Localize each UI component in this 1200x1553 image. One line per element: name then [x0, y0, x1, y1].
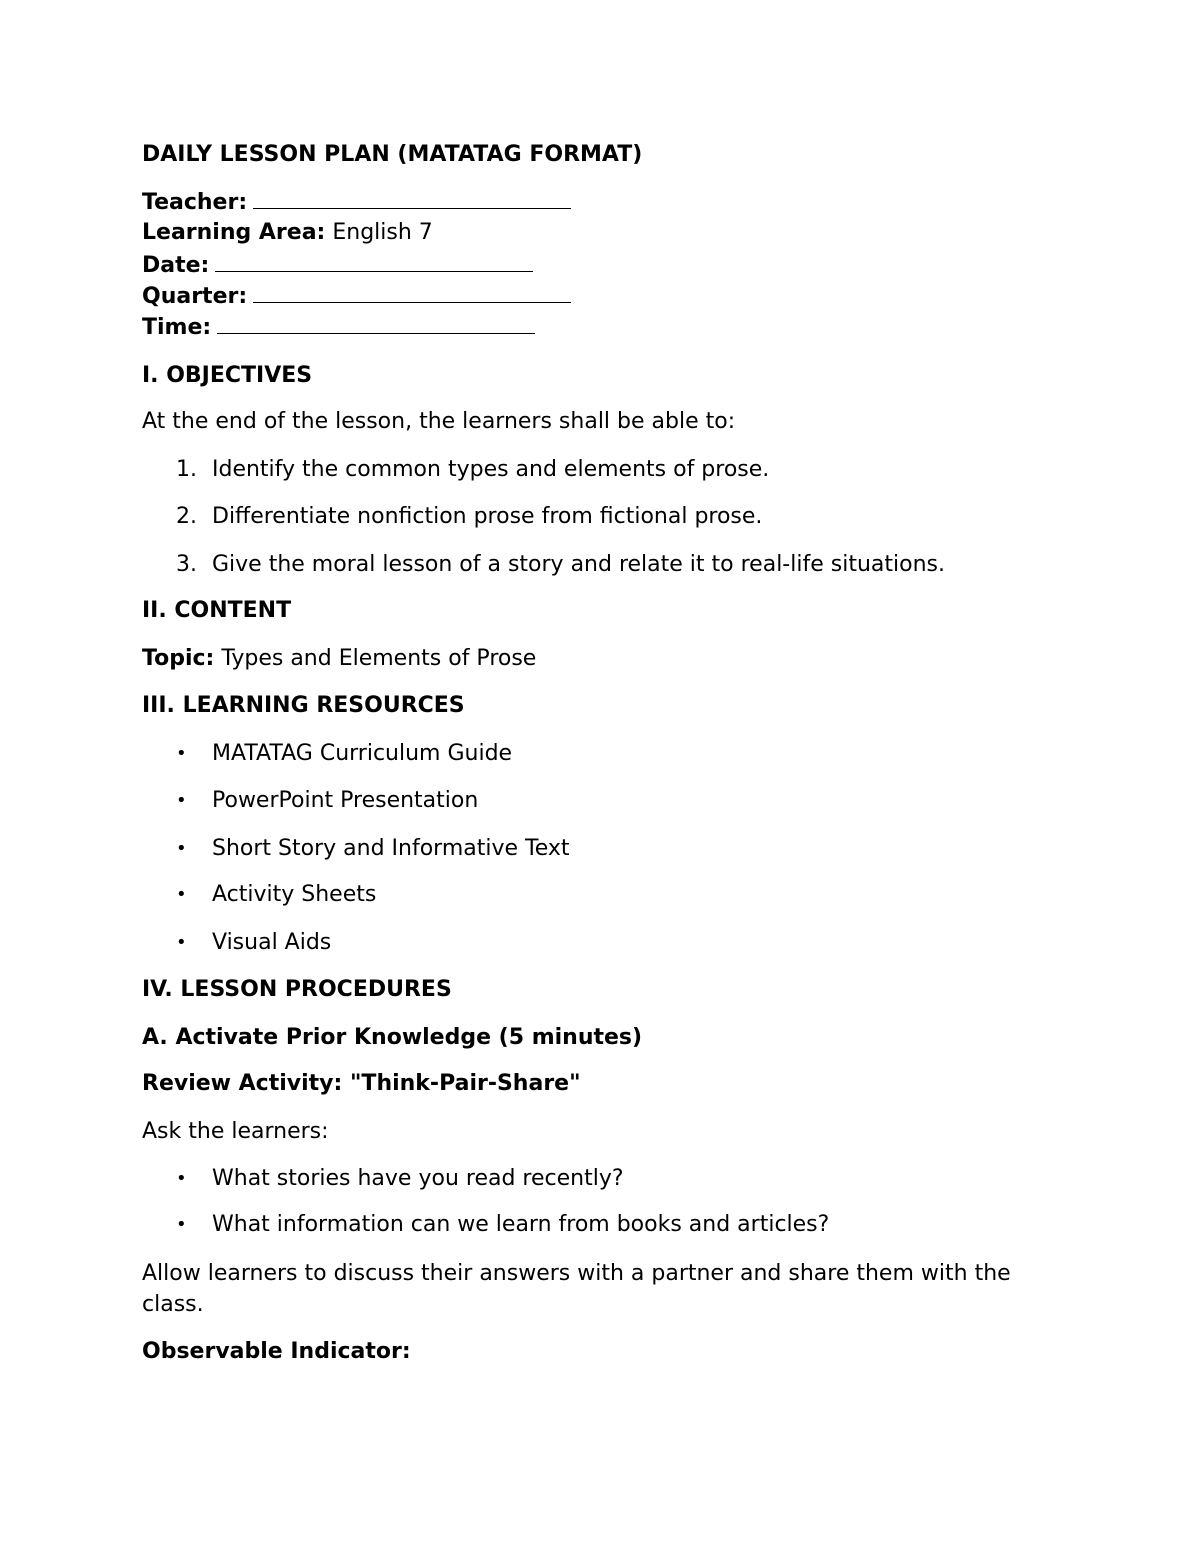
list-item-number: 2.: [176, 504, 197, 529]
document-title: DAILY LESSON PLAN (MATATAG FORMAT): [142, 142, 643, 167]
teacher-label: Teacher:: [142, 190, 248, 215]
learning-area-value: English 7: [332, 220, 433, 245]
bullet-icon: •: [176, 932, 187, 953]
teacher-blank-line: [253, 188, 571, 209]
part-a-heading: A. Activate Prior Knowledge (5 minutes): [142, 1025, 643, 1050]
time-field: [142, 313, 535, 342]
quarter-label: Quarter:: [142, 284, 248, 309]
list-item-text: PowerPoint Presentation: [212, 788, 479, 813]
list-item-text: Differentiate nonfiction prose from fictional prose.: [212, 504, 763, 529]
bullet-icon: •: [176, 790, 187, 811]
objectives-intro: At the end of the lesson, the learners shall be able to:: [142, 409, 736, 434]
date-blank-line: [215, 251, 533, 272]
list-item-number: 3.: [176, 552, 197, 577]
list-item-number: 1.: [176, 457, 197, 482]
list-item-text: What stories have you read recently?: [212, 1166, 624, 1191]
date-field: [142, 251, 533, 280]
list-item-text: Identify the common types and elements of prose.: [212, 457, 770, 482]
topic-label: Topic:: [142, 646, 215, 671]
time-blank-line: [217, 313, 535, 334]
discussion-paragraph: Allow learners to discuss their answers with a partner and share them with the class.: [142, 1261, 1011, 1317]
ask-intro: Ask the learners:: [142, 1119, 329, 1144]
review-activity-heading: Review Activity: "Think-Pair-Share": [142, 1071, 581, 1096]
observable-indicator-heading: Observable Indicator:: [142, 1339, 411, 1364]
teacher-field: [142, 188, 571, 217]
resources-heading: III. LEARNING RESOURCES: [142, 693, 465, 718]
topic-value: Types and Elements of Prose: [221, 646, 537, 671]
quarter-blank-line: [253, 282, 571, 303]
learning-area-field: [142, 219, 433, 247]
procedures-heading: IV. LESSON PROCEDURES: [142, 977, 452, 1002]
quarter-field: [142, 282, 571, 311]
bullet-icon: •: [176, 884, 187, 905]
list-item-text: Short Story and Informative Text: [212, 836, 570, 861]
time-label: Time:: [142, 315, 212, 340]
bullet-icon: •: [176, 743, 187, 764]
date-label: Date:: [142, 253, 210, 278]
list-item-text: Visual Aids: [212, 930, 332, 955]
bullet-icon: •: [176, 1214, 187, 1235]
learning-area-label: Learning Area:: [142, 220, 326, 245]
objectives-heading: I. OBJECTIVES: [142, 363, 313, 388]
list-item-text: What information can we learn from books and articles?: [212, 1212, 830, 1237]
topic-line: [142, 645, 536, 673]
bullet-icon: •: [176, 1168, 187, 1189]
content-heading: II. CONTENT: [142, 598, 292, 623]
list-item-text: MATATAG Curriculum Guide: [212, 741, 513, 766]
bullet-icon: •: [176, 838, 187, 859]
list-item-text: Activity Sheets: [212, 882, 377, 907]
list-item-text: Give the moral lesson of a story and relate it to real-life situations.: [212, 552, 945, 577]
